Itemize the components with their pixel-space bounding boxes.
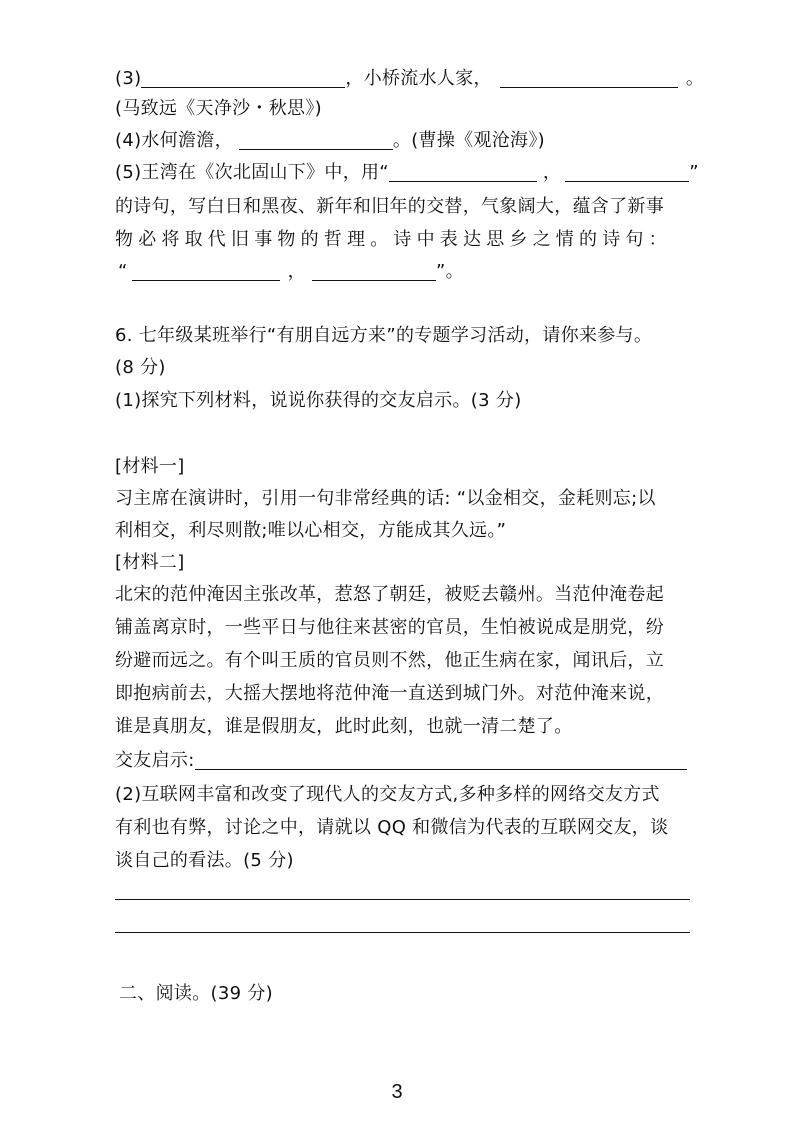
material2-line: 纷避而远之。有个叫王质的官员则不然，他正生病在家，闻讯后，立 — [115, 650, 664, 671]
section-2-title: 二、阅读。(39 分) — [119, 983, 273, 1004]
answer-blank[interactable] — [500, 69, 678, 88]
q6-sub2-line: 谈自己的看法。(5 分) — [115, 850, 294, 871]
answer-blank[interactable] — [239, 131, 393, 150]
material1-line: 利相交，利尽则散;唯以心相交，方能成其久远。” — [115, 520, 507, 541]
answer-blank[interactable] — [141, 69, 345, 88]
answer-blank[interactable] — [195, 751, 687, 770]
q5-line-5 — [115, 160, 699, 186]
q5-5-quote: ” — [689, 162, 699, 183]
q5-5-line3: 物必将取代旧事物的哲理。诗中表达思乡之情的诗句： — [115, 229, 672, 250]
open-quote: “ — [118, 261, 128, 282]
q5-5-text: (5)王湾在《次北固山下》中，用“ — [115, 162, 389, 183]
insight-label: 交友启示: — [115, 750, 195, 771]
q5-3-number: (3) — [115, 68, 142, 89]
q5-3-text: ，小桥流水人家， — [345, 68, 492, 89]
q5-5-line2: 的诗句，写白日和黑夜、新年和旧年的交替，气象阔大，蕴含了新事 — [115, 196, 664, 217]
answer-blank[interactable] — [132, 262, 280, 281]
q5-4-text: (4)水何澹澹， — [115, 130, 233, 151]
q5-4-source: 。(曹操《观沧海》) — [392, 130, 545, 151]
answer-blank[interactable] — [312, 262, 436, 281]
q6-sub2-line: (2)互联网丰富和改变了现代人的交友方式,多种多样的网络交友方式 — [115, 784, 660, 805]
q5-line-4 — [115, 128, 545, 154]
insight-line — [115, 748, 687, 774]
answer-line[interactable] — [115, 932, 690, 933]
q6-sub1: (1)探究下列材料，说说你获得的交友启示。(3 分) — [115, 390, 522, 411]
material2-line: 谁是真朋友，谁是假朋友，此时此刻，也就一清二楚了。 — [115, 716, 573, 737]
material2-label: [材料二] — [115, 552, 185, 573]
answer-blank[interactable] — [565, 163, 689, 182]
q6-title: 6. 七年级某班举行“有朋自远方来”的专题学习活动，请你来参与。 — [115, 325, 653, 346]
q6-sub2-line: 有利也有弊，讨论之中，请就以 QQ 和微信为代表的互联网交友，谈 — [115, 817, 669, 838]
material1-label: [材料一] — [115, 456, 185, 477]
q5-5-line4 — [118, 259, 464, 285]
page-number: 3 — [391, 1081, 403, 1103]
answer-blank[interactable] — [389, 163, 537, 182]
q5-3-end: 。 — [685, 68, 705, 89]
close-quote: ”。 — [435, 261, 464, 282]
material2-line: 即抱病前去，大摇大摆地将范仲淹一直送到城门外。对范仲淹来说， — [115, 683, 664, 704]
q5-line-3 — [115, 66, 704, 92]
q5-5-comma2: ， — [287, 261, 306, 282]
material2-line: 北宋的范仲淹因主张改革，惹怒了朝廷，被贬去赣州。当范仲淹卷起 — [115, 584, 664, 605]
q6-score: (8 分) — [115, 357, 166, 378]
material2-line: 铺盖离京时，一些平日与他往来甚密的官员，生怕被说成是朋党，纷 — [115, 617, 664, 638]
answer-line[interactable] — [115, 899, 690, 900]
q5-3-source: (马致远《天净沙・秋思》) — [115, 98, 322, 119]
q5-5-comma: ， — [542, 162, 562, 183]
material1-line: 习主席在演讲时，引用一句非常经典的话: “以金相交，金耗则忘;以 — [115, 488, 656, 509]
